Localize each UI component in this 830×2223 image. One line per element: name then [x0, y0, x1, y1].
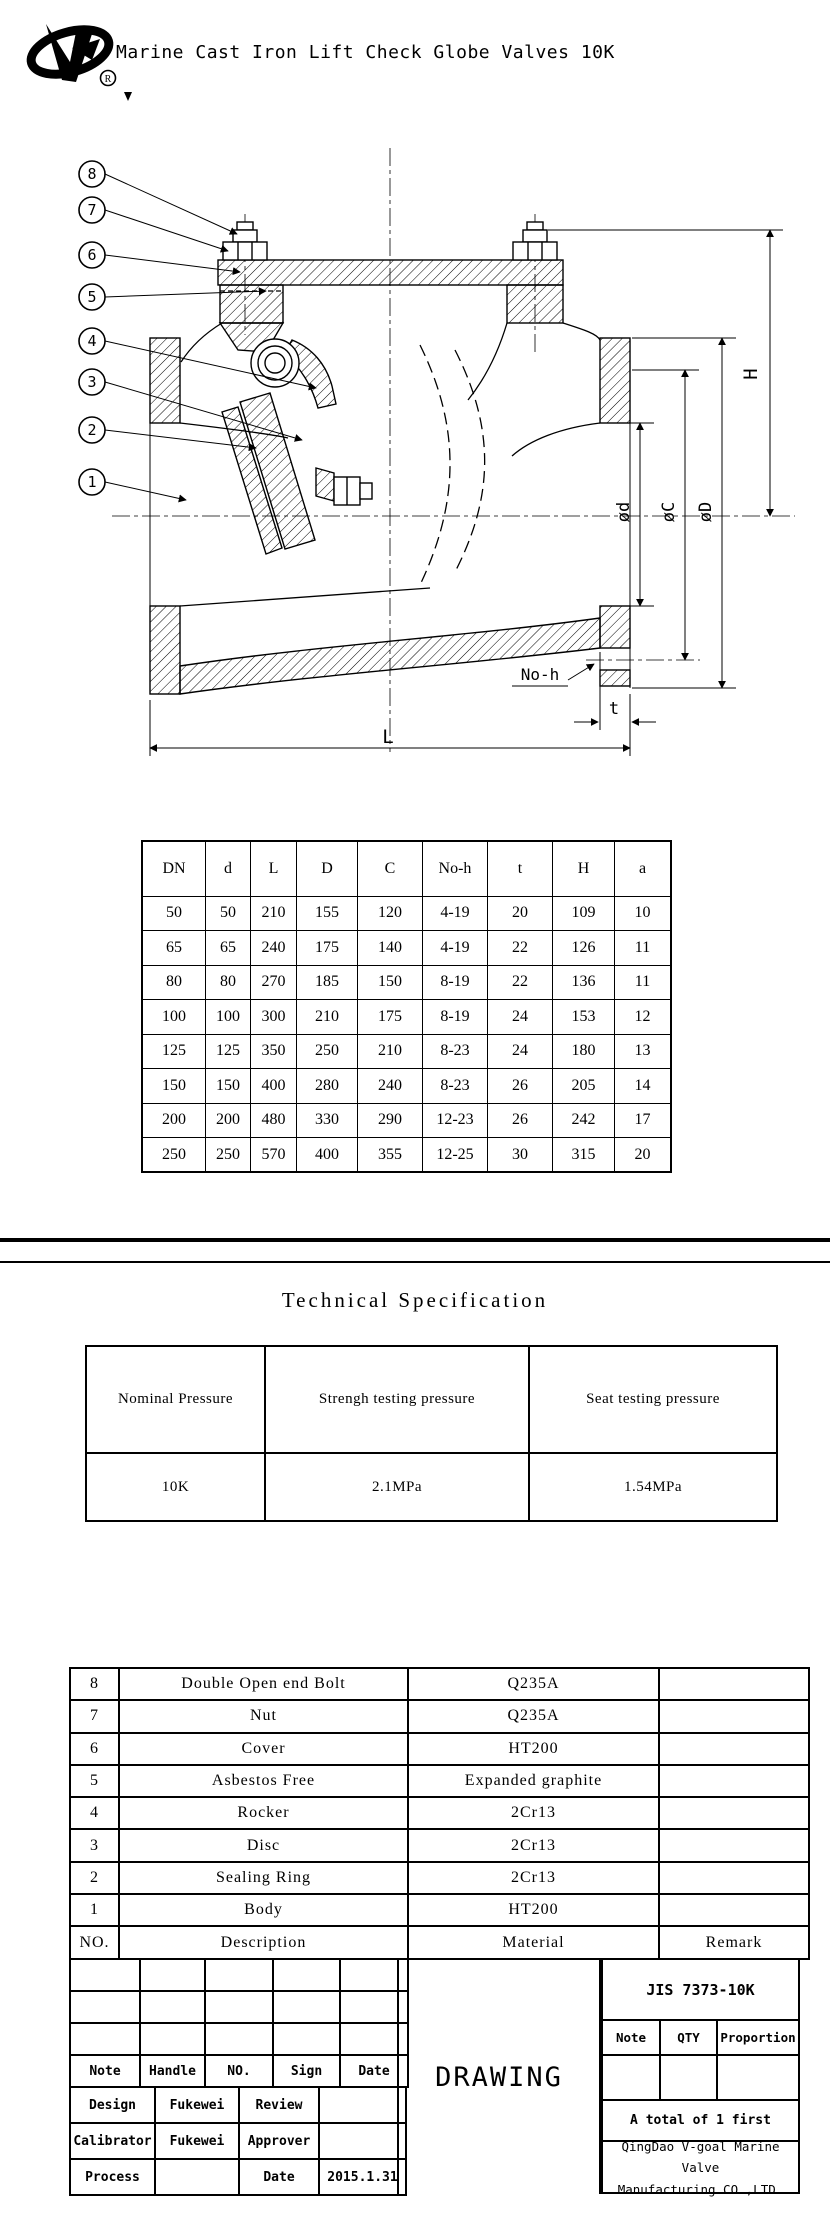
- signature-cell: Calibrator: [70, 2123, 155, 2159]
- spec-value-strength: 2.1MPa: [265, 1453, 529, 1521]
- parts-cell: Double Open end Bolt: [119, 1668, 408, 1700]
- approval-cell: [70, 1959, 140, 1991]
- parts-cell: [659, 1829, 809, 1861]
- parts-cell: Body: [119, 1894, 408, 1926]
- dim-cell: L: [251, 841, 297, 896]
- parts-cell: 5: [70, 1765, 119, 1797]
- table-row: [70, 1991, 408, 2023]
- dim-cell: C: [358, 841, 423, 896]
- parts-cell: [659, 1797, 809, 1829]
- outlet-flange-bottom: [600, 606, 630, 648]
- dim-label-C: øC: [659, 501, 679, 523]
- dim-cell: 136: [553, 965, 615, 1000]
- signature-grid: [69, 2086, 407, 2196]
- dim-cell: 120: [358, 896, 423, 931]
- spec-value-nominal: 10K: [86, 1453, 265, 1521]
- table-row: [142, 896, 671, 931]
- dim-cell: 200: [206, 1103, 251, 1138]
- signature-cell: Review: [239, 2087, 319, 2123]
- dim-cell: 126: [553, 931, 615, 966]
- dim-cell: 480: [251, 1103, 297, 1138]
- dim-cell: 150: [358, 965, 423, 1000]
- approval-grid: [69, 1958, 409, 2088]
- table-row: [70, 2055, 408, 2087]
- inlet-flange-bottom: [150, 606, 180, 694]
- table-row: [142, 1138, 671, 1173]
- dim-cell: 80: [206, 965, 251, 1000]
- dim-cell: 50: [206, 896, 251, 931]
- table-row: [142, 965, 671, 1000]
- dim-cell: 10: [615, 896, 672, 931]
- qty-value-note: [603, 2056, 661, 2099]
- dim-cell: 100: [142, 1000, 206, 1035]
- dim-cell: 11: [615, 931, 672, 966]
- signature-cell: Approver: [239, 2123, 319, 2159]
- signature-cell: Fukewei: [155, 2087, 239, 2123]
- svg-text:R: R: [104, 74, 112, 85]
- dim-cell: 205: [553, 1069, 615, 1104]
- dim-cell: 12: [615, 1000, 672, 1035]
- table-row: [70, 2023, 408, 2055]
- parts-cell: 2Cr13: [408, 1862, 659, 1894]
- approval-cell: [140, 1991, 205, 2023]
- dim-cell: 17: [615, 1103, 672, 1138]
- table-row: [70, 1829, 809, 1861]
- parts-cell: Remark: [659, 1926, 809, 1958]
- dim-cell: 150: [142, 1069, 206, 1104]
- dim-cell: 153: [553, 1000, 615, 1035]
- dim-cell: 65: [142, 931, 206, 966]
- approval-cell: [70, 2023, 140, 2055]
- parts-cell: [659, 1700, 809, 1732]
- table-row: [142, 1000, 671, 1035]
- dim-cell: 13: [615, 1034, 672, 1069]
- dim-cell: 22: [488, 965, 553, 1000]
- dim-cell: 22: [488, 931, 553, 966]
- dim-cell: 12-23: [423, 1103, 488, 1138]
- document-title: Marine Cast Iron Lift Check Globe Valves 10K: [116, 42, 615, 63]
- company-name: [603, 2139, 798, 2197]
- standard-block: [601, 1958, 800, 2197]
- parts-cell: Description: [119, 1926, 408, 1958]
- company-line-2: Manufacturing CO.,LTD.: [617, 2181, 784, 2197]
- spec-table: [85, 1345, 778, 1522]
- parts-cell: Nut: [119, 1700, 408, 1732]
- dim-label-D: øD: [696, 501, 716, 523]
- table-row: [142, 1034, 671, 1069]
- valve-section-drawing: [0, 85, 830, 790]
- company-line-1: QingDao V-goal Marine Valve: [621, 2139, 780, 2176]
- stray-arrow-icon: [124, 92, 132, 101]
- dim-cell: 185: [297, 965, 358, 1000]
- dim-cell: 140: [358, 931, 423, 966]
- table-row: [70, 2087, 406, 2123]
- signature-cell: Design: [70, 2087, 155, 2123]
- dim-cell: 26: [488, 1069, 553, 1104]
- brand-logo-icon: [18, 10, 120, 92]
- qty-value-proportion: [718, 2056, 798, 2099]
- dim-cell: 8-23: [423, 1069, 488, 1104]
- approval-cell: [205, 1959, 273, 1991]
- signature-cell: 2015.1.31: [319, 2159, 406, 2195]
- dim-cell: 210: [358, 1034, 423, 1069]
- standard-number: JIS 7373-10K: [603, 1960, 798, 2021]
- dim-cell: 200: [142, 1103, 206, 1138]
- signature-cell: [319, 2123, 406, 2159]
- parts-cell: Expanded graphite: [408, 1765, 659, 1797]
- parts-cell: 2Cr13: [408, 1829, 659, 1861]
- approval-cell: Note: [70, 2055, 140, 2087]
- dim-cell: 8-23: [423, 1034, 488, 1069]
- table-row: [70, 1959, 408, 1991]
- parts-cell: NO.: [70, 1926, 119, 1958]
- dim-cell: a: [615, 841, 672, 896]
- dim-cell: d: [206, 841, 251, 896]
- dim-cell: 240: [358, 1069, 423, 1104]
- dim-cell: 109: [553, 896, 615, 931]
- callout-4: 4: [87, 332, 97, 350]
- table-row: [70, 2159, 406, 2195]
- approval-cell: [273, 1991, 340, 2023]
- parts-cell: Cover: [119, 1733, 408, 1765]
- dim-cell: 240: [251, 931, 297, 966]
- dim-cell: 8-19: [423, 965, 488, 1000]
- dim-cell: 125: [142, 1034, 206, 1069]
- dim-cell: 250: [142, 1138, 206, 1173]
- approval-cell: Handle: [140, 2055, 205, 2087]
- dim-cell: 180: [553, 1034, 615, 1069]
- dim-cell: 570: [251, 1138, 297, 1173]
- drawing-label: DRAWING: [435, 2061, 563, 2093]
- dim-cell: 26: [488, 1103, 553, 1138]
- parts-cell: 8: [70, 1668, 119, 1700]
- dim-cell: 65: [206, 931, 251, 966]
- table-row: [70, 1894, 809, 1926]
- dim-cell: 30: [488, 1138, 553, 1173]
- dim-cell: 330: [297, 1103, 358, 1138]
- parts-cell: [659, 1765, 809, 1797]
- table-row: [142, 1103, 671, 1138]
- parts-cell: Q235A: [408, 1700, 659, 1732]
- inlet-flange-top: [150, 338, 180, 423]
- section-title: Technical Specification: [281, 1288, 549, 1312]
- qty-header-note: Note: [603, 2021, 661, 2054]
- table-row: [70, 1862, 809, 1894]
- total-note: A total of 1 first: [603, 2101, 798, 2142]
- approval-cell: NO.: [205, 2055, 273, 2087]
- dim-cell: 150: [206, 1069, 251, 1104]
- parts-cell: Disc: [119, 1829, 408, 1861]
- parts-cell: 3: [70, 1829, 119, 1861]
- qty-header-proportion: Proportion: [720, 2030, 796, 2045]
- table-row: [142, 1069, 671, 1104]
- callout-1: 1: [87, 473, 97, 491]
- title-block: [69, 1958, 800, 2197]
- separator-rule-thin: [0, 1261, 830, 1263]
- callout-8: 8: [87, 165, 97, 183]
- dim-cell: 24: [488, 1034, 553, 1069]
- signature-cell: [319, 2087, 406, 2123]
- dim-cell: 290: [358, 1103, 423, 1138]
- table-row: [142, 931, 671, 966]
- parts-cell: Q235A: [408, 1668, 659, 1700]
- dim-cell: 175: [297, 931, 358, 966]
- approval-cell: [205, 1991, 273, 2023]
- approval-cell: Date: [340, 2055, 408, 2087]
- dim-cell: 242: [553, 1103, 615, 1138]
- dim-cell: 4-19: [423, 931, 488, 966]
- dim-label-d: ød: [614, 501, 634, 523]
- qty-header-qty: QTY: [661, 2021, 718, 2054]
- dim-cell: 125: [206, 1034, 251, 1069]
- dim-cell: 400: [297, 1138, 358, 1173]
- dim-cell: 250: [297, 1034, 358, 1069]
- table-row: [70, 1700, 809, 1732]
- signature-cell: [155, 2159, 239, 2195]
- parts-cell: 2Cr13: [408, 1797, 659, 1829]
- dim-cell: 80: [142, 965, 206, 1000]
- approval-cell: [205, 2023, 273, 2055]
- callout-3: 3: [87, 373, 97, 391]
- spec-header-nominal: Nominal Pressure: [86, 1346, 265, 1453]
- dim-cell: No-h: [423, 841, 488, 896]
- parts-cell: HT200: [408, 1894, 659, 1926]
- dim-cell: 300: [251, 1000, 297, 1035]
- dim-cell: DN: [142, 841, 206, 896]
- signature-cell: Process: [70, 2159, 155, 2195]
- parts-cell: Material: [408, 1926, 659, 1958]
- parts-cell: [659, 1733, 809, 1765]
- callout-6: 6: [87, 246, 97, 264]
- parts-list-table: [69, 1667, 810, 1960]
- dim-cell: 270: [251, 965, 297, 1000]
- approval-cell: [273, 1959, 340, 1991]
- parts-cell: [659, 1894, 809, 1926]
- spec-header-seat: Seat testing pressure: [529, 1346, 777, 1453]
- table-row: [70, 2123, 406, 2159]
- table-row: [70, 1926, 809, 1958]
- dim-label-L: L: [382, 726, 394, 748]
- separator-rule-thick: [0, 1238, 830, 1242]
- dim-cell: 280: [297, 1069, 358, 1104]
- dim-cell: 210: [251, 896, 297, 931]
- approval-cell: [70, 1991, 140, 2023]
- dim-cell: 250: [206, 1138, 251, 1173]
- dim-label-H: H: [740, 368, 762, 380]
- table-row: [70, 1765, 809, 1797]
- parts-cell: [659, 1862, 809, 1894]
- dim-label-t: t: [608, 699, 620, 719]
- dim-cell: 315: [553, 1138, 615, 1173]
- table-row: [70, 1733, 809, 1765]
- approval-cell: Sign: [273, 2055, 340, 2087]
- dim-cell: 355: [358, 1138, 423, 1173]
- parts-cell: HT200: [408, 1733, 659, 1765]
- dim-cell: D: [297, 841, 358, 896]
- dim-cell: 350: [251, 1034, 297, 1069]
- dim-cell: 20: [488, 896, 553, 931]
- drawing-cell: [397, 1958, 601, 2194]
- parts-cell: Rocker: [119, 1797, 408, 1829]
- parts-cell: 7: [70, 1700, 119, 1732]
- qty-value-qty: [661, 2056, 718, 2099]
- dim-cell: 50: [142, 896, 206, 931]
- parts-cell: 6: [70, 1733, 119, 1765]
- parts-cell: 1: [70, 1894, 119, 1926]
- parts-cell: Sealing Ring: [119, 1862, 408, 1894]
- signature-cell: Fukewei: [155, 2123, 239, 2159]
- dim-cell: t: [488, 841, 553, 896]
- dim-cell: 8-19: [423, 1000, 488, 1035]
- approval-cell: [140, 2023, 205, 2055]
- table-row: [142, 841, 671, 896]
- dim-cell: 100: [206, 1000, 251, 1035]
- dim-cell: 175: [358, 1000, 423, 1035]
- dim-label-noh: No-h: [520, 665, 560, 684]
- dim-cell: 11: [615, 965, 672, 1000]
- approval-cell: [273, 2023, 340, 2055]
- callout-7: 7: [87, 201, 97, 219]
- dim-cell: 4-19: [423, 896, 488, 931]
- approval-cell: [140, 1959, 205, 1991]
- dim-cell: 20: [615, 1138, 672, 1173]
- signature-cell: Date: [239, 2159, 319, 2195]
- dim-cell: H: [553, 841, 615, 896]
- dim-cell: 400: [251, 1069, 297, 1104]
- spec-value-seat: 1.54MPa: [529, 1453, 777, 1521]
- dimension-table: [141, 840, 672, 1173]
- table-row: [70, 1668, 809, 1700]
- parts-cell: [659, 1668, 809, 1700]
- callout-2: 2: [87, 421, 97, 439]
- dim-cell: 14: [615, 1069, 672, 1104]
- callout-5: 5: [87, 288, 97, 306]
- parts-cell: Asbestos Free: [119, 1765, 408, 1797]
- table-row: [70, 1797, 809, 1829]
- dim-cell: 155: [297, 896, 358, 931]
- dim-cell: 24: [488, 1000, 553, 1035]
- parts-cell: 2: [70, 1862, 119, 1894]
- dim-cell: 210: [297, 1000, 358, 1035]
- parts-cell: 4: [70, 1797, 119, 1829]
- dim-cell: 12-25: [423, 1138, 488, 1173]
- dimension-labels: [382, 368, 762, 748]
- outlet-flange-top: [600, 338, 630, 423]
- spec-header-strength: Strengh testing pressure: [265, 1346, 529, 1453]
